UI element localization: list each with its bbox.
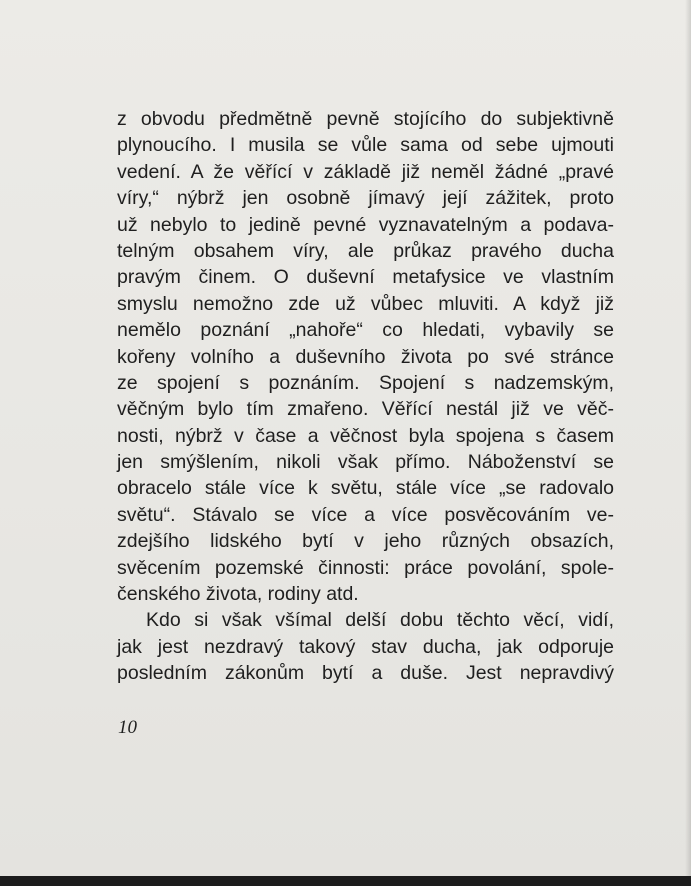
text-line: Kdo si však všímal delší dobu těchto věcí, vidí, (146, 609, 614, 632)
page-number: 10 (118, 717, 137, 738)
text-line: smyslu nemožno zde už vůbec mluviti. A když již (117, 292, 614, 315)
text-line: pravým činem. O duševní metafysice ve vlastním (117, 266, 614, 289)
text-line: světu“. Stávalo se více a více posvěcováním ve- (117, 503, 614, 526)
text-line: kořeny volního a duševního života po své stránce (117, 345, 614, 368)
text-line: jak jest nezdravý takový stav ducha, jak odporuje (117, 635, 614, 658)
text-line: posledním zákonům bytí a duše. Jest nepravdivý (117, 662, 614, 685)
text-line: ze spojení s poznáním. Spojení s nadzemským, (117, 371, 614, 394)
text-line: nosti, nýbrž v čase a věčnost byla spojena s časem (117, 424, 614, 447)
text-line: jen smýšlením, nikoli však přímo. Náboženství se (117, 451, 614, 474)
text-line: vedení. A že věřící v základě již neměl žádné „pravé (117, 160, 614, 183)
text-line: telným obsahem víry, ale průkaz pravého ducha (117, 239, 614, 262)
text-line: nemělo poznání „nahoře“ co hledati, vybavily se (117, 319, 614, 342)
scan-bottom-edge (0, 876, 691, 886)
text-line: plynoucího. I musila se vůle sama od sebe ujmouti (117, 134, 614, 157)
text-line: z obvodu předmětně pevně stojícího do subjektivně (117, 108, 614, 130)
text-line: obracelo stále více k světu, stále více „se radovalo (117, 477, 614, 500)
text-line: čenského života, rodiny atd. (117, 583, 359, 606)
text-line: už nebylo to jedině pevné vyznavatelným a podava- (117, 213, 614, 236)
text-line: svěcením pozemské činnosti: práce povolání, spole- (117, 556, 614, 579)
text-line: věčným bylo tím zmařeno. Věřící nestál již ve věč- (117, 398, 614, 421)
body-text (117, 106, 614, 687)
text-line: víry,“ nýbrž jen osobně jímavý její zážitek, proto (117, 187, 614, 210)
text-line: zdejšího lidského bytí v jeho různých obsazích, (117, 530, 614, 553)
page-edge-shadow (685, 0, 691, 876)
